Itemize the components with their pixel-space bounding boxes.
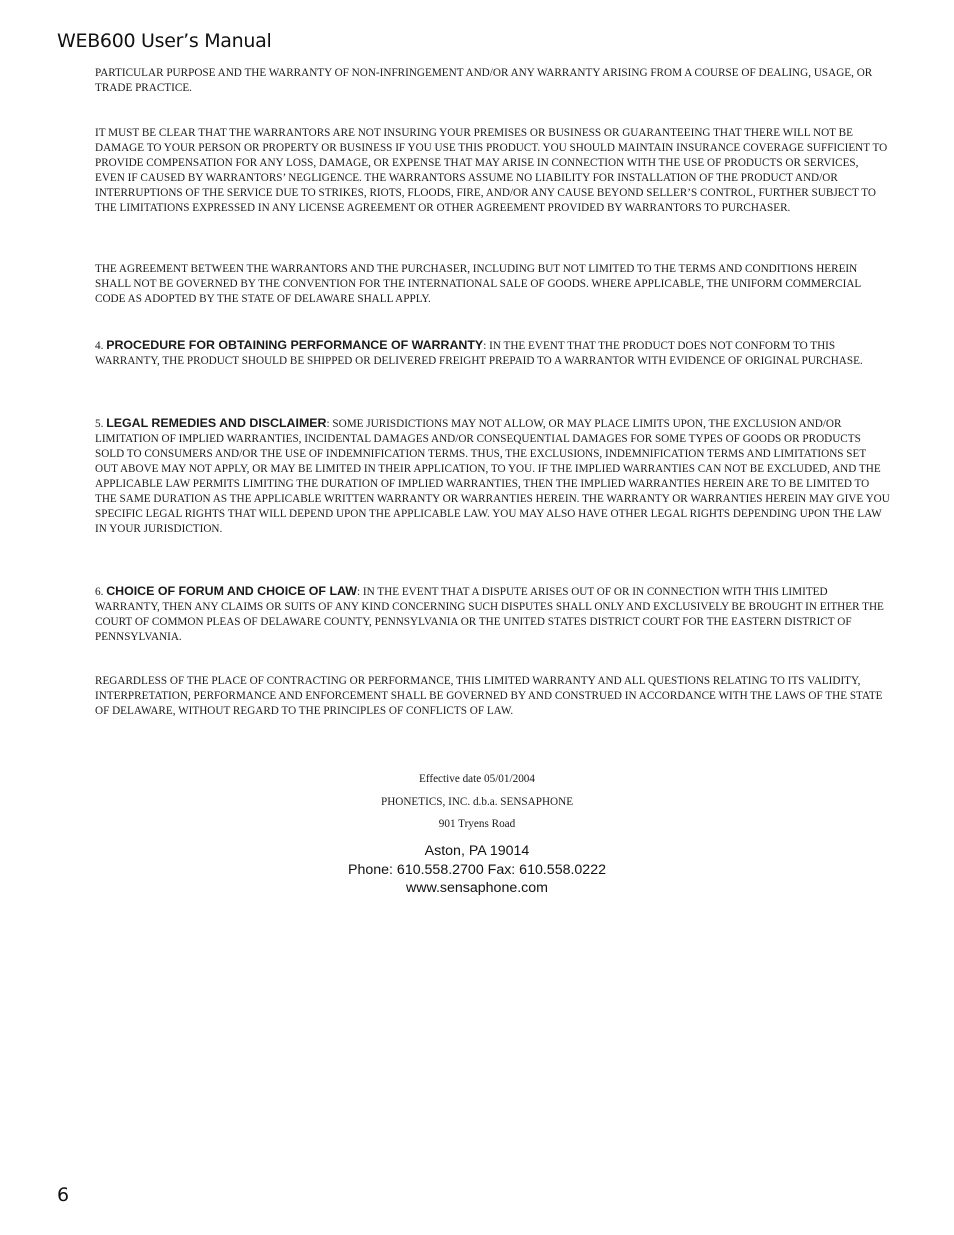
- section-body: [95, 416, 890, 537]
- website-link[interactable]: www.sensaphone.com: [406, 880, 548, 896]
- section-heading: CHOICE OF FORUM AND CHOICE OF LAW: [106, 584, 357, 598]
- paragraph-agreement: [95, 262, 890, 307]
- paragraph-not-insuring: [95, 126, 890, 216]
- paragraph-text: PARTICULAR PURPOSE AND THE WARRANTY OF NON-INFRINGEMENT AND/OR ANY WARRANTY ARISING FROM A COURSE OF DEALING, USAGE, OR TRADE PRACTICE.: [95, 67, 873, 94]
- phone-fax: Phone: 610.558.2700 Fax: 610.558.0222: [348, 861, 606, 878]
- section-number: 4.: [95, 340, 104, 352]
- paragraph-text: THE AGREEMENT BETWEEN THE WARRANTORS AND THE PURCHASER, INCLUDING BUT NOT LIMITED TO THE TERMS AND CONDITIONS HEREIN SHALL NOT BE GOVERNED BY THE CONVENTION FOR THE INTERNATIONAL SALE OF GOODS. WHERE APPLICABLE, THE UNIFORM COMMERCIAL CODE AS ADOPTED BY THE STATE OF DELAWARE SHALL APPLY.: [95, 263, 861, 305]
- paragraph-governing-law: [95, 674, 890, 719]
- section-legal-remedies: [95, 416, 890, 537]
- paragraph-text: IT MUST BE CLEAR THAT THE WARRANTORS ARE NOT INSURING YOUR PREMISES OR BUSINESS OR GUARANTEEING THAT THERE WILL NOT BE DAMAGE TO YOUR PERSON OR PROPERTY OR BUSINESS IF YOU USE THIS PRODUCT. YOU SHOULD MAINTAIN INSURANCE COVERAGE SUFFICIENT TO PROVIDE COMPENSATION FOR ANY LOSS, DAMAGE, OR EXPENSE THAT MAY ARISE IN CONNECTION WITH THE USE OF PRODUCTS OR SERVICES, EVEN IF CAUSED BY WARRANTORS’ NEGLIGENCE. THE WARRANTORS ASSUME NO LIABILITY FOR INSTALLATION OF THE PRODUCT AND/OR INTERRUPTIONS OF THE SERVICE DUE TO STRIKES, RIOTS, FLOODS, FIRE, AND/OR ANY CAUSE BEYOND SELLER’S CONTROL, FURTHER SUBJECT TO THE LIMITATIONS EXPRESSED IN ANY LICENSE AGREEMENT OR OTHER AGREEMENT PROVIDED BY WARRANTORS TO PURCHASER.: [95, 127, 888, 214]
- section-number: 6.: [95, 586, 104, 598]
- city-state-zip: Aston, PA 19014: [424, 843, 530, 859]
- section-procedure-warranty: [95, 338, 890, 369]
- manual-title: WEB600 User’s Manual: [57, 30, 272, 52]
- section-text: : IN THE EVENT THAT THE PRODUCT DOES NOT CONFORM TO THIS WARRANTY, THE PRODUCT SHOULD BE SHIPPED OR DELIVERED FREIGHT PREPAID TO A WARRANTOR WITH EVIDENCE OF ORIGINAL PURCHASE.: [95, 340, 863, 367]
- section-text: : IN THE EVENT THAT A DISPUTE ARISES OUT OF OR IN CONNECTION WITH THIS LIMITED WARRANTY, THEN ANY CLAIMS OR SUITS OF ANY KIND CONCERNING SUCH DISPUTES SHALL ONLY AND EXCLUSIVELY BE BROUGHT IN EITHER THE COURT OF COMMON PLEAS OF DELAWARE COUNTY, PENNSYLVANIA OR THE UNITED STATES DISTRICT COURT FOR THE EASTERN DISTRICT OF PENNSYLVANIA.: [95, 586, 884, 643]
- section-choice-of-forum: [95, 584, 890, 645]
- street-address: 901 Tryens Road: [438, 818, 516, 830]
- section-heading: PROCEDURE FOR OBTAINING PERFORMANCE OF WARRANTY: [106, 338, 484, 352]
- paragraph-warranty-purpose: [95, 66, 890, 96]
- company-name: PHONETICS, INC. d.b.a. SENSAPHONE: [380, 796, 574, 808]
- paragraph-text: REGARDLESS OF THE PLACE OF CONTRACTING OR PERFORMANCE, THIS LIMITED WARRANTY AND ALL QUESTIONS RELATING TO ITS VALIDITY, INTERPRETATION, PERFORMANCE AND ENFORCEMENT SHALL BE GOVERNED BY AND CONSTRUED IN ACCORDANCE WITH THE LAWS OF THE STATE OF DELAWARE, WITHOUT REGARD TO THE PRINCIPLES OF CONFLICTS OF LAW.: [95, 675, 883, 717]
- section-text: : SOME JURISDICTIONS MAY NOT ALLOW, OR MAY PLACE LIMITS UPON, THE EXCLUSION AND/OR LIMITATION OF IMPLIED WARRANTIES, INCIDENTAL DAMAGES AND/OR CONSEQUENTIAL DAMAGES FOR SOME TYPES OF GOODS OR PRODUCTS SOLD TO CONSUMERS AND/OR THE USE OF INDEMNIFICATION TERMS. THUS, THE EXCLUSIONS, INDEMNIFICATION TERMS AND LIMITATIONS SET OUT ABOVE MAY NOT APPLY, OR MAY BE LIMITED IN THEIR APPLICATION, TO YOU. IF THE IMPLIED WARRANTIES CAN NOT BE EXCLUDED, AND THE APPLICABLE LAW PERMITS LIMITING THE DURATION OF IMPLIED WARRANTIES, THEN THE IMPLIED WARRANTIES HEREIN ARE TO BE LIMITED TO THE SAME DURATION AS THE APPLICABLE WRITTEN WARRANTY OR WARRANTIES HEREIN. THE WARRANTY OR WARRANTIES HEREIN MAY GIVE YOU SPECIFIC LEGAL RIGHTS THAT WILL DEPEND UPON THE APPLICABLE LAW. YOU MAY ALSO HAVE OTHER LEGAL RIGHTS DEPENDING UPON THE LAW IN YOUR JURISDICTION.: [95, 418, 890, 535]
- page-number: 6: [57, 1184, 70, 1206]
- section-number: 5.: [95, 418, 104, 430]
- section-heading: LEGAL REMEDIES AND DISCLAIMER: [106, 416, 327, 430]
- effective-date: Effective date 05/01/2004: [419, 773, 535, 785]
- section-body: [95, 338, 890, 369]
- section-body: [95, 584, 890, 645]
